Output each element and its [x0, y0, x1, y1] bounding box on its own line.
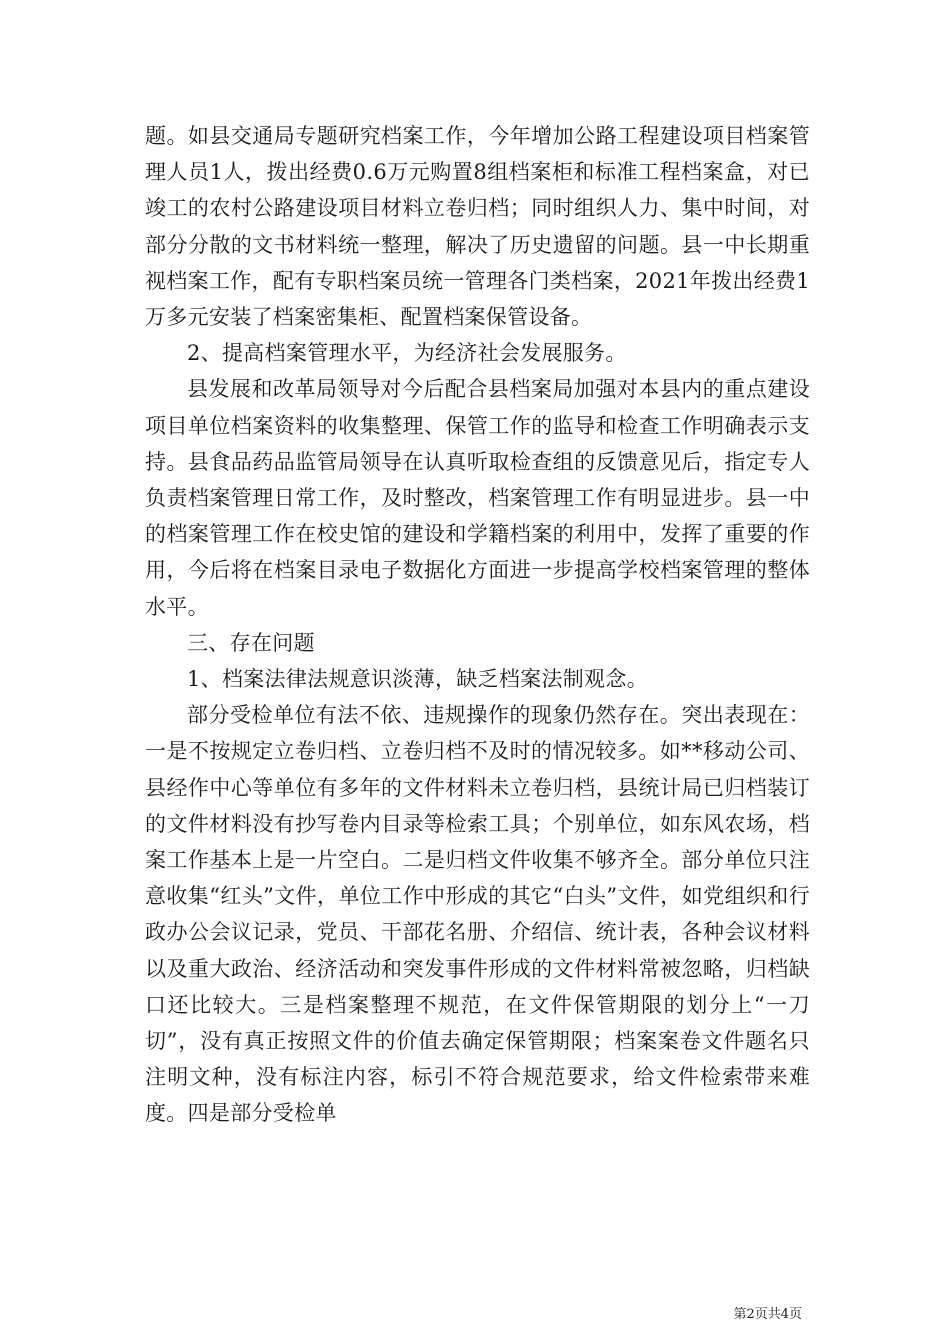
- subheading-improve-management: 2、提高档案管理水平，为经济社会发展服务。: [187, 341, 627, 366]
- document-body: [145, 118, 810, 1132]
- paragraph-continuation: 题。如县交通局专题研究档案工作，今年增加公路工程建设项目档案管理人员1人，拨出经费0.6万元购置8组档案柜和标准工程档案盒，对已竣工的农村公路建设项目材料立卷归档；同时组织人力、集中时间，对部分分散的文书材料统一整理，解决了历史遗留的问题。县一中长期重视档案工作，配有专职档案员统一管理各门类档案，2021年拨出经费1万多元安装了档案密集柜、配置档案保管设备。: [145, 124, 810, 330]
- page-number-footer: 第2页共4页: [733, 1307, 802, 1322]
- paragraph-problem-details: 部分受检单位有法不依、违规操作的现象仍然存在。突出表现在：一是不按规定立卷归档、立卷归档不及时的情况较多。如**移动公司、县经作中心等单位有多年的文件材料未立卷归档，县统计局已归档装订的文件材料没有抄写卷内目录等检索工具；个别单位，如东风农场，档案工作基本上是一片空白。二是归档文件收集不够齐全。部分单位只注意收集“红头”文件，单位工作中形成的其它“白头”文件，如党组织和行政办公会议记录，党员、干部花名册、介绍信、统计表，各种会议材料以及重大政治、经济活动和突发事件形成的文件材料常被忽略，归档缺口还比较大。三是档案整理不规范，在文件保管期限的划分上“一刀切”，没有真正按照文件的价值去确定保管期限；档案案卷文件题名只注明文种，没有标注内容，标引不符合规范要求，给文件检索带来难度。四是部分受检单: [145, 703, 810, 1126]
- subheading-legal-awareness: 1、档案法律法规意识淡薄，缺乏档案法制观念。: [187, 667, 648, 692]
- section-heading-problems: 三、存在问题: [187, 630, 315, 655]
- paragraph-development-bureau: 县发展和改革局领导对今后配合县档案局加强对本县内的重点建设项目单位档案资料的收集整理、保管工作的监导和检查工作明确表示支持。县食品药品监管局领导在认真听取检查组的反馈意见后，指定专人负责档案管理日常工作，及时整改，档案管理工作有明显进步。县一中的档案管理工作在校史馆的建设和学籍档案的利用中，发挥了重要的作用，今后将在档案目录电子数据化方面进一步提高学校档案管理的整体水平。: [145, 377, 810, 619]
